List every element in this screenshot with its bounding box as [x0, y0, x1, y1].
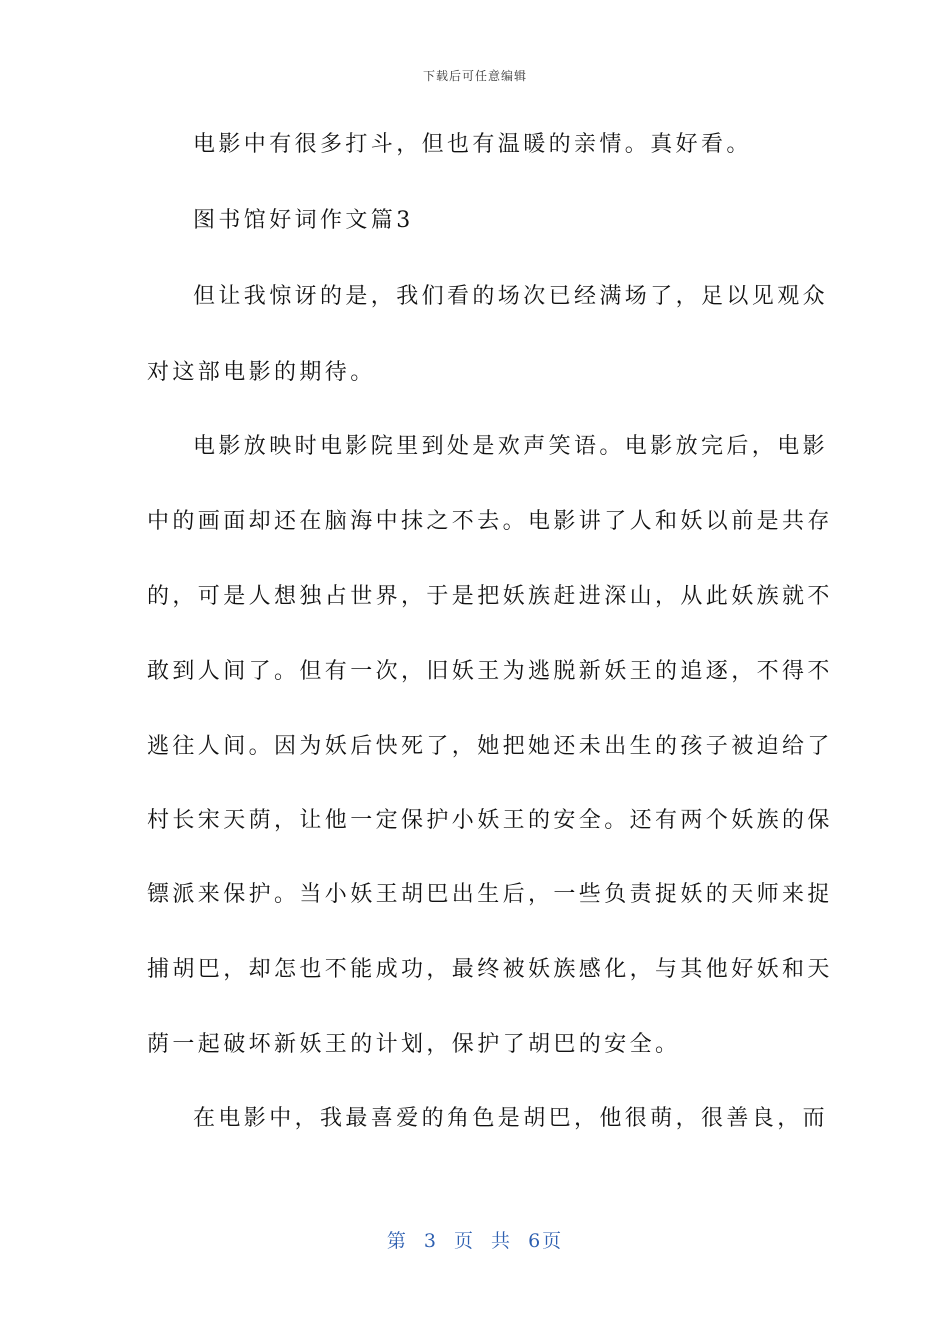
paragraph-line: 中的画面却还在脑海中抹之不去。电影讲了人和妖以前是共存: [147, 509, 833, 534]
paragraph-line: 镖派来保护。当小妖王胡巴出生后，一些负责捉妖的天师来捉: [147, 882, 833, 907]
paragraph-line: 荫一起破坏新妖王的计划，保护了胡巴的安全。: [147, 1032, 681, 1057]
paragraph-line: 在电影中，我最喜爱的角色是胡巴，他很萌，很善良，而: [193, 1106, 829, 1131]
page-number-footer: 第 3 页 共 6页: [386, 1230, 564, 1252]
paragraph-line: 村长宋天荫，让他一定保护小妖王的安全。还有两个妖族的保: [147, 808, 833, 833]
section-heading: 图书馆好词作文篇3: [193, 208, 414, 233]
paragraph-line: 的，可是人想独占世界，于是把妖族赶进深山，从此妖族就不: [147, 584, 833, 609]
paragraph-line: 对这部电影的期待。: [147, 360, 376, 385]
paragraph-line: 逃往人间。因为妖后快死了，她把她还未出生的孩子被迫给了: [147, 734, 833, 759]
paragraph-line: 电影中有很多打斗，但也有温暖的亲情。真好看。: [193, 132, 752, 157]
paragraph-line: 电影放映时电影院里到处是欢声笑语。电影放完后，电影: [193, 434, 829, 459]
paragraph-line: 但让我惊讶的是，我们看的场次已经满场了，足以见观众: [193, 284, 829, 309]
paragraph-line: 捕胡巴，却怎也不能成功，最终被妖族感化，与其他好妖和天: [147, 957, 833, 982]
paragraph-line: 敢到人间了。但有一次，旧妖王为逃脱新妖王的追逐，不得不: [147, 659, 833, 684]
page-header-note: 下载后可任意编辑: [422, 69, 527, 83]
